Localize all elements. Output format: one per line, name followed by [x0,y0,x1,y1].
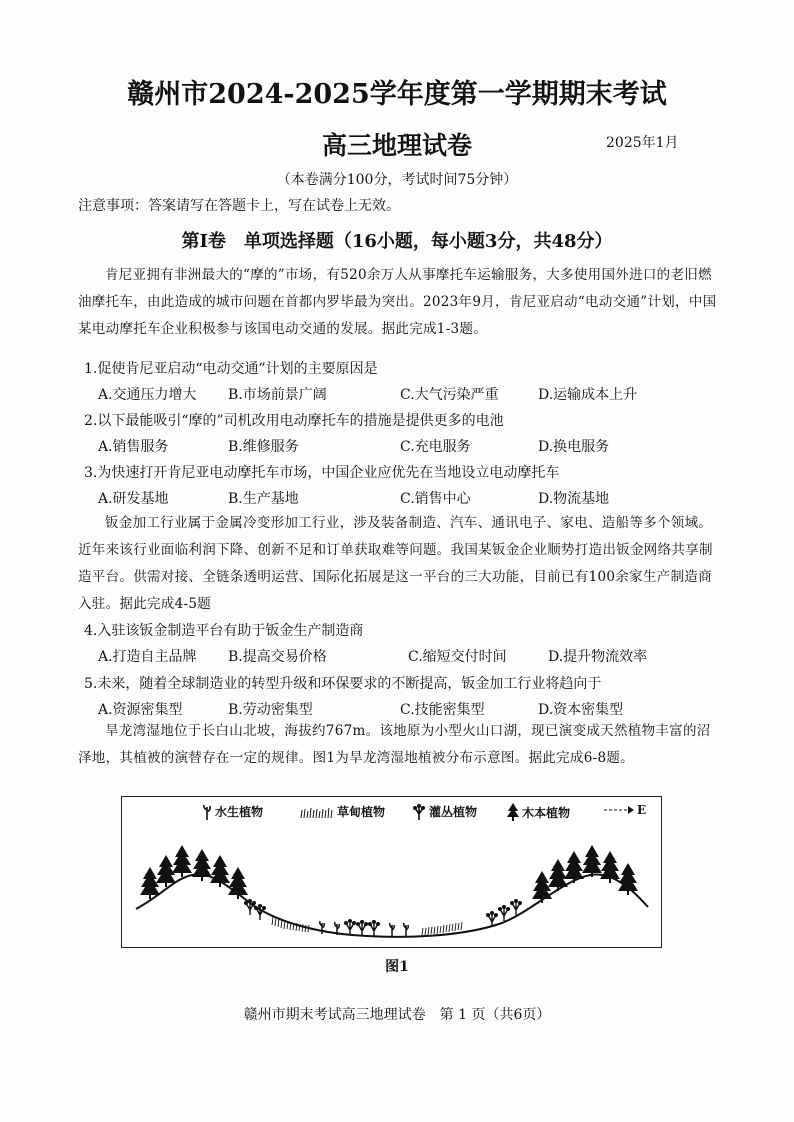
question-3-stem: 3.为快速打开肯尼亚电动摩托车市场，中国企业应优先在当地设立电动摩托车 [84,465,560,481]
option: A.研发基地 [98,491,169,507]
legend-direction: E [604,803,646,817]
option: B.劳动密集型 [228,702,313,718]
page-footer: 赣州市期末考试高三地理试卷 第 1 页（共6页） [243,1007,551,1023]
exam-date: 2025年1月 [606,135,679,151]
figure-caption: 图1 [385,959,409,975]
question-4-stem: 4.入驻该钣金制造平台有助于钣金生产制造商 [84,623,364,639]
woody-plants-left [140,845,248,899]
option: B.提高交易价格 [228,649,327,665]
question-2-stem: 2.以下最能吸引“摩的”司机改用电动摩托车的措施是提供更多的电池 [84,413,504,429]
section-title: 第Ⅰ卷 单项选择题（16小题，每小题3分，共48分） [181,231,613,252]
option: D.物流基地 [538,491,610,507]
notice: 注意事项：答案请写在答题卡上，写在试卷上无效。 [78,198,400,214]
option: A.资源密集型 [98,702,183,718]
option: C.销售中心 [400,491,471,507]
question-5-stem: 5.未来，随着全球制造业的转型升级和环保要求的不断提高，钣金加工行业将趋向于 [84,676,602,692]
woody-plants-right [532,845,638,903]
option: C.大气污染严重 [400,387,499,403]
legend-woody: 木本植物 [507,803,570,821]
legend-aquatic: 水生植物 [202,803,263,820]
question-1-stem: 1.促使肯尼亚启动“电动交通”计划的主要原因是 [84,361,378,377]
option: A.交通压力增大 [98,387,197,403]
option: A.打造自主品牌 [98,649,197,665]
option: D.资本密集型 [538,702,624,718]
exam-subtitle: 高三地理试卷 [321,131,472,160]
option: B.维修服务 [228,439,299,455]
option: D.运输成本上升 [538,387,638,403]
option: D.换电服务 [538,439,610,455]
shrub-plants-center [344,919,380,936]
shrub-plants-left [244,899,266,920]
exam-title: 赣州市2024-2025学年度第一学期期末考试 [127,79,667,110]
option: D.提升物流效率 [548,649,648,665]
legend-shrub: 灌丛植物 [412,803,477,820]
score-note: （本卷满分100分，考试时间75分钟） [276,172,518,188]
passage-3: 旱龙湾湿地位于长白山北坡，海拔约767m。该地原为小型火山口湖，现已演变成天然植物丰富的沼泽地，其植被的演替存在一定的规律。图1为旱龙湾湿地植被分布示意图。据此完成6-8题。 [78,723,711,766]
passage-1: 肯尼亚拥有非洲最大的“摩的”市场，有520余万人从事摩托车运输服务，大多使用国外进口的老旧燃油摩托车，由此造成的城市问题在首都内罗毕最为突出。2023年9月，肯尼亚启动“电动交通”计划，中国某电动摩托车企业积极参与该国电动交通的发展。据此完成1-3题。 [78,267,717,337]
passage-2: 钣金加工行业属于金属冷变形加工行业，涉及装备制造、汽车、通讯电子、家电、造船等多个领域。近年来该行业面临利润下降、创新不足和订单获取难等问题。我国某钣金企业顺势打造出钣金网络共享制造平台。供需对接、全链条透明运营、国际化拓展是这一平台的三大功能，目前已有100余家生产制造商入驻。据此完成4-5题 [78,515,713,612]
option: B.市场前景广阔 [228,387,327,403]
option: C.缩短交付时间 [408,649,507,665]
terrain-profile [122,797,660,946]
option: C.充电服务 [400,439,471,455]
figure-vegetation-profile [121,796,662,948]
option: B.生产基地 [228,491,299,507]
option: A.销售服务 [98,439,169,455]
legend-meadow: 草甸植物 [300,803,385,820]
option: C.技能密集型 [400,702,485,718]
